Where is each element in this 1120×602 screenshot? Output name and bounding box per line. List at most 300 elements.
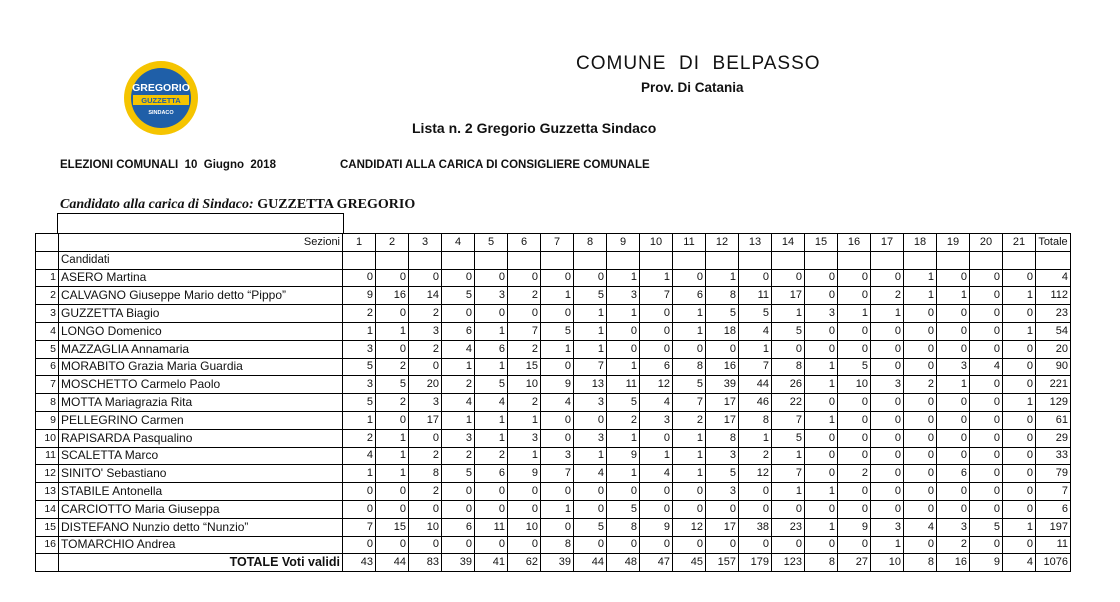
vote-cell: 1	[937, 287, 970, 305]
candidate-number: 10	[36, 429, 59, 447]
vote-cell: 16	[706, 358, 739, 376]
vote-cell: 10	[508, 376, 541, 394]
vote-cell: 1	[871, 536, 904, 554]
vote-cell: 0	[409, 269, 442, 287]
vote-cell: 0	[904, 340, 937, 358]
vote-cell: 0	[409, 429, 442, 447]
vote-cell: 1	[607, 429, 640, 447]
vote-cell: 7	[739, 358, 772, 376]
vote-cell: 0	[640, 322, 673, 340]
vote-cell: 0	[508, 305, 541, 323]
vote-cell: 0	[772, 340, 805, 358]
section-header: 9	[607, 234, 640, 252]
candidate-name: TOMARCHIO Andrea	[59, 536, 343, 554]
vote-cell: 0	[739, 536, 772, 554]
vote-cell: 0	[970, 411, 1003, 429]
totals-row	[36, 554, 1071, 572]
vote-cell: 1	[1003, 394, 1036, 412]
vote-cell: 1	[376, 447, 409, 465]
section-total: 4	[1003, 554, 1036, 572]
sezioni-label: Sezioni	[59, 234, 343, 252]
provincia-subtitle: Prov. Di Catania	[641, 80, 744, 95]
vote-cell: 22	[772, 394, 805, 412]
vote-cell: 0	[838, 394, 871, 412]
vote-cell: 0	[871, 447, 904, 465]
vote-cell: 9	[541, 376, 574, 394]
section-header: 13	[739, 234, 772, 252]
vote-cell: 0	[343, 536, 376, 554]
candidate-row	[36, 340, 1071, 358]
vote-cell: 1	[376, 322, 409, 340]
vote-cell: 0	[970, 536, 1003, 554]
vote-cell: 0	[970, 394, 1003, 412]
vote-cell: 39	[706, 376, 739, 394]
candidate-number: 16	[36, 536, 59, 554]
vote-cell: 0	[673, 340, 706, 358]
section-header: 10	[640, 234, 673, 252]
vote-cell: 10	[409, 518, 442, 536]
vote-cell: 4	[904, 518, 937, 536]
candidate-total: 20	[1036, 340, 1071, 358]
candidate-name: MOTTA Mariagrazia Rita	[59, 394, 343, 412]
candidate-row	[36, 376, 1071, 394]
vote-cell: 46	[739, 394, 772, 412]
vote-cell: 1	[739, 340, 772, 358]
vote-cell: 0	[871, 322, 904, 340]
vote-cell: 1	[706, 269, 739, 287]
candidate-number: 5	[36, 340, 59, 358]
candidate-row	[36, 269, 1071, 287]
candidate-total: 54	[1036, 322, 1071, 340]
candidate-total: 23	[1036, 305, 1071, 323]
candidate-total: 11	[1036, 536, 1071, 554]
vote-cell: 1	[607, 305, 640, 323]
section-total: 9	[970, 554, 1003, 572]
vote-cell: 1	[574, 447, 607, 465]
section-total: 39	[442, 554, 475, 572]
candidate-number: 2	[36, 287, 59, 305]
vote-cell: 0	[772, 269, 805, 287]
empty-cell	[970, 251, 1003, 269]
empty-cell	[772, 251, 805, 269]
vote-cell: 4	[475, 394, 508, 412]
vote-cell: 11	[475, 518, 508, 536]
vote-cell: 7	[574, 358, 607, 376]
vote-cell: 0	[541, 411, 574, 429]
candidate-row	[36, 394, 1071, 412]
vote-cell: 0	[574, 500, 607, 518]
candidate-total: 112	[1036, 287, 1071, 305]
vote-cell: 5	[574, 518, 607, 536]
vote-cell: 0	[475, 269, 508, 287]
vote-cell: 0	[442, 269, 475, 287]
candidate-number: 6	[36, 358, 59, 376]
vote-cell: 4	[442, 340, 475, 358]
vote-cell: 0	[871, 269, 904, 287]
candidate-name: DISTEFANO Nunzio detto “Nunzio”	[59, 518, 343, 536]
vote-cell: 5	[970, 518, 1003, 536]
vote-cell: 6	[673, 287, 706, 305]
vote-cell: 0	[343, 483, 376, 501]
section-total: 41	[475, 554, 508, 572]
vote-cell: 4	[541, 394, 574, 412]
vote-cell: 0	[772, 536, 805, 554]
vote-cell: 0	[838, 287, 871, 305]
vote-cell: 3	[706, 447, 739, 465]
candidate-name: SINITO' Sebastiano	[59, 465, 343, 483]
vote-cell: 0	[508, 500, 541, 518]
vote-cell: 0	[1003, 447, 1036, 465]
vote-cell: 26	[772, 376, 805, 394]
candidate-name: RAPISARDA Pasqualino	[59, 429, 343, 447]
vote-cell: 3	[937, 358, 970, 376]
empty-cell	[475, 251, 508, 269]
candidate-row	[36, 465, 1071, 483]
candidate-number: 9	[36, 411, 59, 429]
vote-cell: 15	[508, 358, 541, 376]
vote-cell: 5	[343, 358, 376, 376]
empty-cell	[904, 251, 937, 269]
vote-cell: 3	[805, 305, 838, 323]
vote-cell: 1	[805, 376, 838, 394]
vote-cell: 1	[937, 376, 970, 394]
candidate-total: 4	[1036, 269, 1071, 287]
vote-cell: 0	[838, 447, 871, 465]
vote-cell: 9	[838, 518, 871, 536]
vote-cell: 0	[904, 483, 937, 501]
vote-cell: 1	[574, 305, 607, 323]
empty-cell	[1036, 251, 1071, 269]
vote-cell: 0	[706, 536, 739, 554]
vote-cell: 4	[343, 447, 376, 465]
vote-cell: 0	[904, 536, 937, 554]
vote-cell: 0	[970, 465, 1003, 483]
vote-cell: 0	[871, 358, 904, 376]
vote-cell: 5	[706, 305, 739, 323]
candidate-name: GUZZETTA Biagio	[59, 305, 343, 323]
empty-cell	[871, 251, 904, 269]
vote-cell: 0	[1003, 358, 1036, 376]
candidate-total: 90	[1036, 358, 1071, 376]
vote-cell: 23	[772, 518, 805, 536]
vote-cell: 0	[904, 429, 937, 447]
vote-cell: 6	[442, 322, 475, 340]
vote-cell: 7	[772, 411, 805, 429]
vote-cell: 0	[607, 483, 640, 501]
candidate-row	[36, 305, 1071, 323]
candidati-header-row	[36, 251, 1071, 269]
vote-cell: 2	[838, 465, 871, 483]
vote-cell: 0	[508, 536, 541, 554]
vote-cell: 0	[805, 447, 838, 465]
empty-cell	[805, 251, 838, 269]
vote-cell: 0	[1003, 376, 1036, 394]
vote-cell: 0	[1003, 305, 1036, 323]
vote-cell: 3	[937, 518, 970, 536]
comune-title: COMUNE DI BELPASSO	[576, 53, 821, 74]
section-total: 157	[706, 554, 739, 572]
empty-cell	[1003, 251, 1036, 269]
vote-cell: 0	[937, 269, 970, 287]
vote-cell: 0	[607, 536, 640, 554]
logo-text-2: GUZZETTA	[141, 96, 181, 105]
vote-cell: 17	[409, 411, 442, 429]
section-total: 123	[772, 554, 805, 572]
section-total: 16	[937, 554, 970, 572]
vote-cell: 0	[805, 340, 838, 358]
vote-cell: 8	[409, 465, 442, 483]
vote-cell: 1	[343, 322, 376, 340]
vote-cell: 0	[904, 358, 937, 376]
vote-cell: 0	[343, 269, 376, 287]
vote-cell: 1	[343, 465, 376, 483]
vote-cell: 0	[409, 500, 442, 518]
vote-cell: 0	[640, 305, 673, 323]
section-total: 39	[541, 554, 574, 572]
vote-cell: 1	[376, 465, 409, 483]
section-header: 14	[772, 234, 805, 252]
vote-cell: 1	[640, 447, 673, 465]
vote-cell: 1	[739, 429, 772, 447]
vote-cell: 2	[376, 358, 409, 376]
section-header: 17	[871, 234, 904, 252]
totals-blank-cell	[36, 554, 59, 572]
candidate-number: 8	[36, 394, 59, 412]
vote-cell: 8	[739, 411, 772, 429]
vote-cell: 0	[838, 340, 871, 358]
vote-cell: 0	[904, 500, 937, 518]
vote-cell: 2	[673, 411, 706, 429]
vote-cell: 0	[871, 483, 904, 501]
empty-cell	[673, 251, 706, 269]
vote-cell: 10	[508, 518, 541, 536]
grand-total: 1076	[1036, 554, 1071, 572]
vote-cell: 0	[871, 429, 904, 447]
vote-cell: 1	[541, 500, 574, 518]
candidate-row	[36, 500, 1071, 518]
vote-cell: 8	[772, 358, 805, 376]
vote-cell: 3	[343, 376, 376, 394]
vote-cell: 1	[838, 305, 871, 323]
vote-cell: 4	[640, 465, 673, 483]
vote-cell: 9	[343, 287, 376, 305]
vote-cell: 0	[376, 483, 409, 501]
vote-cell: 0	[904, 322, 937, 340]
candidate-row	[36, 447, 1071, 465]
vote-cell: 9	[640, 518, 673, 536]
vote-cell: 0	[574, 411, 607, 429]
vote-cell: 0	[376, 340, 409, 358]
vote-cell: 0	[871, 340, 904, 358]
elezioni-heading: ELEZIONI COMUNALI 10 Giugno 2018	[60, 159, 276, 171]
candidate-name: CALVAGNO Giuseppe Mario detto “Pippo”	[59, 287, 343, 305]
candidate-number: 3	[36, 305, 59, 323]
candidate-row	[36, 287, 1071, 305]
vote-cell: 0	[871, 500, 904, 518]
vote-cell: 7	[343, 518, 376, 536]
vote-cell: 0	[937, 305, 970, 323]
vote-cell: 0	[475, 305, 508, 323]
header-blank-cell	[36, 251, 59, 269]
candidate-name: MAZZAGLIA Annamaria	[59, 340, 343, 358]
vote-cell: 1	[805, 411, 838, 429]
section-header: 19	[937, 234, 970, 252]
vote-cell: 1	[640, 269, 673, 287]
vote-cell: 1	[1003, 322, 1036, 340]
vote-cell: 0	[970, 376, 1003, 394]
vote-cell: 0	[673, 536, 706, 554]
vote-cell: 0	[640, 500, 673, 518]
vote-cell: 3	[508, 429, 541, 447]
vote-cell: 0	[574, 483, 607, 501]
vote-cell: 8	[673, 358, 706, 376]
vote-cell: 6	[640, 358, 673, 376]
vote-cell: 2	[376, 394, 409, 412]
vote-cell: 1	[772, 447, 805, 465]
vote-cell: 1	[805, 358, 838, 376]
vote-cell: 0	[838, 269, 871, 287]
vote-cell: 0	[673, 483, 706, 501]
vote-cell: 0	[772, 500, 805, 518]
empty-cell	[838, 251, 871, 269]
vote-cell: 1	[508, 447, 541, 465]
vote-cell: 0	[574, 269, 607, 287]
vote-cell: 0	[409, 358, 442, 376]
totale-header: Totale	[1036, 234, 1071, 252]
vote-cell: 0	[805, 429, 838, 447]
vote-cell: 0	[937, 500, 970, 518]
vote-cell: 0	[1003, 429, 1036, 447]
vote-cell: 0	[970, 500, 1003, 518]
vote-cell: 0	[871, 465, 904, 483]
vote-cell: 0	[706, 500, 739, 518]
vote-cell: 0	[970, 483, 1003, 501]
vote-cell: 0	[805, 322, 838, 340]
section-header: 1	[343, 234, 376, 252]
vote-cell: 1	[442, 358, 475, 376]
vote-cell: 0	[937, 411, 970, 429]
vote-cell: 0	[640, 483, 673, 501]
vote-cell: 0	[541, 483, 574, 501]
vote-cell: 0	[838, 411, 871, 429]
vote-cell: 16	[376, 287, 409, 305]
vote-cell: 2	[442, 376, 475, 394]
vote-cell: 1	[607, 269, 640, 287]
candidate-number: 1	[36, 269, 59, 287]
candidate-total: 61	[1036, 411, 1071, 429]
section-header: 2	[376, 234, 409, 252]
vote-cell: 2	[739, 447, 772, 465]
vote-cell: 1	[772, 305, 805, 323]
vote-cell: 0	[376, 536, 409, 554]
candidate-row	[36, 411, 1071, 429]
vote-cell: 1	[607, 358, 640, 376]
candidate-number: 14	[36, 500, 59, 518]
vote-cell: 0	[343, 500, 376, 518]
vote-cell: 1	[805, 483, 838, 501]
candidate-number: 15	[36, 518, 59, 536]
table-top-box	[57, 213, 344, 234]
vote-cell: 0	[970, 287, 1003, 305]
section-header: 4	[442, 234, 475, 252]
vote-cell: 2	[343, 429, 376, 447]
vote-cell: 5	[838, 358, 871, 376]
vote-cell: 0	[871, 411, 904, 429]
candidate-total: 7	[1036, 483, 1071, 501]
candidate-number: 13	[36, 483, 59, 501]
candidate-number: 7	[36, 376, 59, 394]
vote-cell: 2	[409, 340, 442, 358]
vote-cell: 3	[343, 340, 376, 358]
vote-cell: 0	[442, 536, 475, 554]
candidati-heading: CANDIDATI ALLA CARICA DI CONSIGLIERE COMUNALE	[340, 159, 650, 171]
vote-cell: 1	[772, 483, 805, 501]
vote-cell: 0	[376, 305, 409, 323]
vote-cell: 0	[937, 447, 970, 465]
empty-cell	[442, 251, 475, 269]
vote-cell: 0	[805, 394, 838, 412]
vote-cell: 3	[409, 394, 442, 412]
lista-title: Lista n. 2 Gregorio Guzzetta Sindaco	[412, 120, 657, 136]
sezioni-header-row	[36, 234, 1071, 252]
vote-cell: 0	[805, 500, 838, 518]
vote-cell: 1	[805, 518, 838, 536]
vote-cell: 0	[904, 465, 937, 483]
candidate-row	[36, 536, 1071, 554]
vote-cell: 0	[673, 500, 706, 518]
section-header: 21	[1003, 234, 1036, 252]
vote-cell: 15	[376, 518, 409, 536]
vote-cell: 12	[673, 518, 706, 536]
vote-cell: 10	[838, 376, 871, 394]
vote-cell: 1	[904, 269, 937, 287]
vote-cell: 0	[970, 305, 1003, 323]
vote-cell: 1	[904, 287, 937, 305]
section-total: 43	[343, 554, 376, 572]
vote-cell: 3	[574, 429, 607, 447]
vote-cell: 1	[673, 429, 706, 447]
vote-cell: 2	[607, 411, 640, 429]
vote-cell: 7	[541, 465, 574, 483]
vote-cell: 5	[475, 376, 508, 394]
vote-cell: 1	[607, 465, 640, 483]
vote-cell: 5	[772, 429, 805, 447]
vote-cell: 0	[607, 340, 640, 358]
section-total: 44	[574, 554, 607, 572]
vote-cell: 0	[970, 340, 1003, 358]
vote-cell: 12	[640, 376, 673, 394]
vote-cell: 5	[772, 322, 805, 340]
section-total: 44	[376, 554, 409, 572]
vote-cell: 0	[1003, 411, 1036, 429]
vote-cell: 0	[1003, 483, 1036, 501]
vote-cell: 0	[838, 483, 871, 501]
vote-cell: 1	[475, 322, 508, 340]
vote-cell: 11	[607, 376, 640, 394]
vote-cell: 1	[673, 447, 706, 465]
vote-cell: 0	[541, 429, 574, 447]
vote-cell: 6	[937, 465, 970, 483]
vote-cell: 2	[409, 305, 442, 323]
candidate-row	[36, 322, 1071, 340]
section-header: 8	[574, 234, 607, 252]
vote-cell: 3	[871, 518, 904, 536]
vote-cell: 1	[475, 411, 508, 429]
sindaco-line	[60, 197, 415, 213]
vote-cell: 0	[1003, 340, 1036, 358]
vote-cell: 3	[640, 411, 673, 429]
empty-cell	[376, 251, 409, 269]
